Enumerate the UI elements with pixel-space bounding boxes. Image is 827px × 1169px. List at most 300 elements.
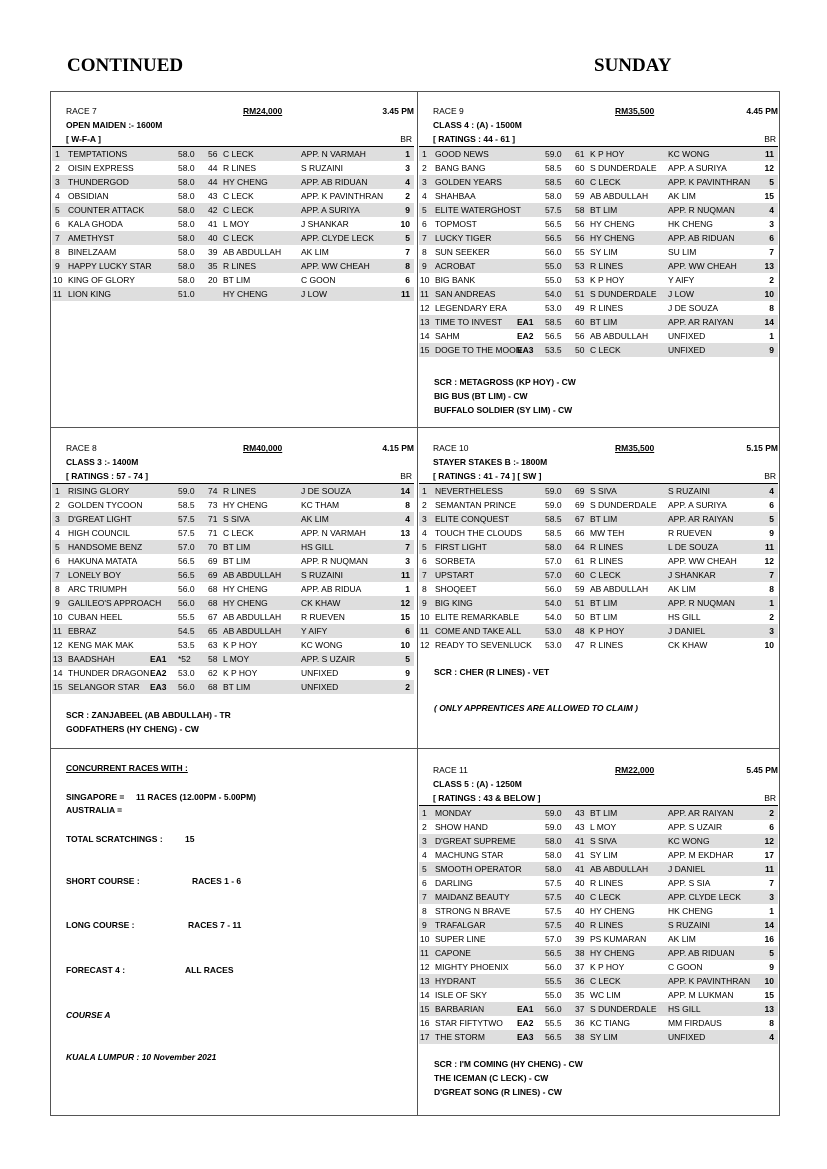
scratchings [52,708,414,736]
jockey: C LECK [590,177,621,187]
horse-name: KENG MAK MAK [68,640,134,650]
barrier: 5 [769,177,774,187]
rating: 37 [575,962,585,972]
trainer: HS GILL [301,542,334,552]
horse-name: TOPMOST [435,219,477,229]
trainer: AK LIM [668,191,696,201]
runner-number: 2 [422,163,427,173]
barrier: 10 [400,219,410,229]
horse-name: SUN SEEKER [435,247,490,257]
barrier: 1 [405,149,410,159]
horse-name: BIG BANK [435,275,476,285]
scratching-line: D'GREAT SONG (R LINES) - CW [434,1087,562,1097]
jockey: C LECK [223,191,254,201]
horse-name: SMOOTH OPERATOR [435,864,522,874]
race-header [52,104,414,118]
barrier: 8 [405,500,410,510]
weight: 54.0 [545,598,562,608]
jockey: R LINES [223,486,257,496]
barrier: 5 [405,233,410,243]
runner-number: 1 [422,808,427,818]
weight: 56.0 [545,962,562,972]
jockey: HY CHENG [590,948,635,958]
jockey: HY CHENG [590,233,635,243]
rating: 63 [208,640,218,650]
ea-tag: EA3 [517,1032,534,1042]
runner-row [419,329,778,343]
trainer: APP. WW CHEAH [668,556,737,566]
horse-name: HAPPY LUCKY STAR [68,261,152,271]
barrier: 5 [769,948,774,958]
barrier: 6 [769,822,774,832]
runner-row [419,820,778,834]
trainer: KC WONG [668,836,710,846]
weight: 53.0 [178,668,195,678]
runner-row [419,624,778,638]
barrier: 9 [769,962,774,972]
rating: 60 [575,177,585,187]
weight: 53.5 [178,640,195,650]
trainer: APP. R NUQMAN [301,556,368,566]
runner-row [419,245,778,259]
horse-name: OBSIDIAN [68,191,109,201]
runner-row [419,932,778,946]
trainer: UNFIXED [301,668,339,678]
runner-row [419,231,778,245]
runner-number: 1 [422,149,427,159]
runner-number: 8 [422,906,427,916]
runner-row [419,848,778,862]
rating: 36 [575,976,585,986]
claim-note: ( ONLY APPRENTICES ARE ALLOWED TO CLAIM ) [434,703,638,713]
weight: 55.0 [545,990,562,1000]
barrier: 3 [405,163,410,173]
runner-row [52,259,414,273]
horse-name: ISLE OF SKY [435,990,487,1000]
runner-row [52,273,414,287]
runner-row [52,484,414,498]
scratching-line: SCR : ZANJABEEL (AB ABDULLAH) - TR [66,710,231,720]
barrier: 6 [405,626,410,636]
barrier: 11 [765,864,774,874]
rating: 69 [208,556,218,566]
weight: 56.0 [178,598,195,608]
horse-name: ARC TRIUMPH [68,584,127,594]
barrier: 6 [405,275,410,285]
weight: 53.0 [545,303,562,313]
barrier: 12 [764,556,774,566]
jockey: K P HOY [590,149,625,159]
race-rating-row [419,469,778,484]
weight: 58.0 [545,191,562,201]
barrier: 14 [400,486,410,496]
rating: 68 [208,598,218,608]
runner-number: 9 [422,920,427,930]
horse-name: D'GREAT LIGHT [68,514,132,524]
trainer: C GOON [668,962,703,972]
trainer: J SHANKAR [301,219,349,229]
weight: 54.0 [545,289,562,299]
barrier: 4 [769,1032,774,1042]
jockey: C LECK [223,149,254,159]
horse-name: SELANGOR STAR [68,682,140,692]
rating: 39 [208,247,218,257]
course-label: COURSE A [66,1010,111,1020]
barrier-header: BR [400,134,412,144]
rating: 40 [208,233,218,243]
barrier: 7 [405,542,410,552]
weight: 58.0 [178,177,195,187]
weight: 58.0 [545,542,562,552]
runner-row [419,806,778,820]
trainer: HK CHENG [668,906,713,916]
runner-number: 7 [55,570,60,580]
race-conditions: CLASS 4 : (A) - 1500M [433,120,522,130]
horse-name: TEMPTATIONS [68,149,128,159]
weight: 56.5 [545,219,562,229]
barrier: 4 [405,177,410,187]
runner-number: 1 [422,486,427,496]
runner-row [419,273,778,287]
weight: 56.5 [545,331,562,341]
weight: 58.0 [178,275,195,285]
barrier: 6 [769,500,774,510]
rating: 58 [575,205,585,215]
runner-row [419,596,778,610]
jockey: R LINES [590,303,624,313]
weight: 58.5 [545,317,562,327]
horse-name: BARBARIAN [435,1004,485,1014]
trainer: APP. M LUKMAN [668,990,734,1000]
trainer: S RUZAINI [301,570,344,580]
barrier-header: BR [400,471,412,481]
horse-name: STAR FIFTYTWO [435,1018,503,1028]
jockey: PS KUMARAN [590,934,647,944]
rating: 56 [575,331,585,341]
race-header [419,763,778,777]
rating: 59 [575,584,585,594]
barrier: 7 [405,247,410,257]
race-time: 5.45 PM [746,765,778,775]
weight: 57.0 [545,556,562,566]
rating: 60 [575,317,585,327]
barrier: 10 [764,289,774,299]
race-prize: RM22,000 [615,765,655,775]
barrier: 4 [405,514,410,524]
runner-number: 4 [55,191,60,201]
rating: 36 [575,1018,585,1028]
race-header [419,441,778,455]
horse-name: GOOD NEWS [435,149,489,159]
runner-number: 11 [53,626,62,636]
race-prize: RM35,500 [615,443,655,453]
runner-number: 12 [420,962,430,972]
weight: 58.5 [178,500,195,510]
trainer: UNFIXED [668,1032,706,1042]
trainer: AK LIM [668,584,696,594]
rating: 39 [575,934,585,944]
weight: 56.0 [545,1004,562,1014]
runner-row [52,680,414,694]
jockey: BT LIM [590,808,618,818]
trainer: MM FIRDAUS [668,1018,722,1028]
weight: 57.5 [545,892,562,902]
weight: 53.0 [545,640,562,650]
trainer: APP. N VARMAH [301,528,366,538]
jockey: HY CHENG [590,906,635,916]
singapore-value: 11 RACES (12.00PM - 5.00PM) [136,792,256,802]
rating: 40 [575,920,585,930]
runner-number: 10 [420,934,430,944]
scratchings-value: 15 [185,834,195,844]
runner-row [52,652,414,666]
short-course-label: SHORT COURSE : [66,876,140,886]
barrier: 8 [405,261,410,271]
jockey: AB ABDULLAH [223,612,282,622]
trainer: UNFIXED [301,682,339,692]
jockey: S DUNDERDALE [590,163,657,173]
barrier: 15 [764,990,774,1000]
horse-name: LEGENDARY ERA [435,303,507,313]
trainer: APP. N VARMAH [301,149,366,159]
barrier: 2 [769,808,774,818]
weight: 51.0 [178,289,195,299]
horse-name: D'GREAT SUPREME [435,836,516,846]
jockey: R LINES [590,878,624,888]
rating: 43 [208,191,218,201]
barrier: 9 [405,205,410,215]
runner-number: 5 [422,205,427,215]
scratching-line: SCR : I'M COMING (HY CHENG) - CW [434,1059,583,1069]
trainer: APP. K PAVINTHRAN [668,177,751,187]
row-divider-1 [50,427,780,428]
runner-number: 8 [422,584,427,594]
horse-name: SEMANTAN PRINCE [435,500,517,510]
runner-number: 4 [422,528,427,538]
jockey: BT LIM [590,612,618,622]
weight: 56.0 [545,247,562,257]
runner-row [419,946,778,960]
race-rating-row [419,791,778,806]
weight: 56.0 [178,682,195,692]
runner-row [419,540,778,554]
trainer: HS GILL [668,1004,701,1014]
jockey: AB ABDULLAH [590,331,649,341]
page-heading-left: CONTINUED [67,55,184,76]
jockey: BT LIM [223,556,251,566]
runner-number: 10 [420,612,430,622]
scratching-line: GODFATHERS (HY CHENG) - CW [66,724,199,734]
weight: 59.0 [178,486,195,496]
trainer: R RUEVEN [668,528,712,538]
barrier: 11 [401,289,410,299]
barrier: 13 [400,528,410,538]
barrier: 2 [405,682,410,692]
horse-name: COUNTER ATTACK [68,205,145,215]
weight: 55.5 [545,976,562,986]
barrier: 12 [400,598,410,608]
jockey: SY LIM [590,850,618,860]
runner-number: 2 [55,500,60,510]
trainer: APP. AR RAIYAN [668,317,734,327]
jockey: BT LIM [590,514,618,524]
horse-name: DARLING [435,878,473,888]
runner-row [419,161,778,175]
rating: 60 [575,570,585,580]
horse-name: NEVERTHELESS [435,486,503,496]
rating: 38 [575,948,585,958]
trainer: APP. K PAVINTHRAN [301,191,384,201]
runner-row [52,596,414,610]
runner-row [419,301,778,315]
trainer: APP. A SURIYA [668,500,727,510]
horse-name: EBRAZ [68,626,97,636]
runner-number: 1 [55,149,60,159]
trainer: KC WONG [301,640,343,650]
short-course-value: RACES 1 - 6 [192,876,242,886]
runner-row [52,245,414,259]
rating: 66 [575,528,585,538]
weight: 58.0 [178,149,195,159]
runner-number: 14 [420,990,430,1000]
weight: *52 [178,654,191,664]
race-rating: [ RATINGS : 41 - 74 ] [ SW ] [433,471,542,481]
jockey: R LINES [590,261,624,271]
rating: 43 [575,808,585,818]
race-rating: [ W-F-A ] [66,134,101,144]
barrier: 2 [769,612,774,622]
rating: 68 [208,584,218,594]
jockey: C LECK [590,570,621,580]
horse-name: ELITE WATERGHOST [435,205,521,215]
trainer: APP. CLYDE LECK [301,233,374,243]
weight: 57.5 [545,906,562,916]
weight: 57.5 [545,878,562,888]
weight: 57.0 [545,934,562,944]
trainer: SU LIM [668,247,697,257]
trainer: Y AIFY [301,626,328,636]
race-conditions: OPEN MAIDEN :- 1600M [66,120,163,130]
race-block-r11 [419,763,778,1099]
horse-name: OISIN EXPRESS [68,163,134,173]
rating: 53 [575,275,585,285]
runner-number: 7 [422,570,427,580]
runner-number: 2 [422,500,427,510]
race-prize: RM24,000 [243,106,283,116]
runner-number: 4 [422,850,427,860]
barrier: 3 [769,892,774,902]
rating: 47 [575,640,585,650]
runner-number: 2 [422,822,427,832]
trainer: J DANIEL [668,626,706,636]
runner-number: 7 [422,892,427,902]
runner-number: 1 [55,486,60,496]
trainer: APP. AB RIDUA [301,584,362,594]
race-conditions: STAYER STAKES B :- 1800M [433,457,548,467]
trainer: APP. WW CHEAH [668,261,737,271]
jockey: K P HOY [223,640,258,650]
runner-number: 14 [53,668,63,678]
horse-name: BINELZAAM [68,247,117,257]
runner-row [52,554,414,568]
rating: 60 [575,163,585,173]
barrier: 1 [405,584,410,594]
weight: 58.5 [545,163,562,173]
trainer: KC THAM [301,500,340,510]
weight: 53.0 [545,626,562,636]
trainer: UNFIXED [668,331,706,341]
runner-number: 9 [422,598,427,608]
weight: 59.0 [545,822,562,832]
rating: 44 [208,177,218,187]
rating: 41 [208,219,218,229]
weight: 58.0 [545,836,562,846]
runner-number: 3 [55,514,60,524]
runner-number: 4 [55,528,60,538]
rating: 70 [208,542,218,552]
horse-name: STRONG N BRAVE [435,906,511,916]
weight: 57.5 [178,514,195,524]
jockey: K P HOY [590,275,625,285]
barrier: 10 [400,640,410,650]
rating: 58 [208,654,218,664]
trainer: J SHANKAR [668,570,716,580]
trainer: J LOW [668,289,694,299]
barrier: 11 [765,149,774,159]
runner-number: 5 [55,205,60,215]
weight: 58.0 [178,163,195,173]
horse-name: BAADSHAH [68,654,115,664]
horse-name: MIGHTY PHOENIX [435,962,509,972]
race-block-r8 [52,441,414,736]
rating: 37 [575,1004,585,1014]
ea-tag: EA1 [517,317,534,327]
weight: 58.0 [545,864,562,874]
rating: 68 [208,682,218,692]
weight: 58.5 [545,528,562,538]
jockey: WC LIM [590,990,621,1000]
jockey: KC TIANG [590,1018,630,1028]
race-block-r10 [419,441,778,715]
trainer: CK KHAW [668,640,708,650]
runner-row [419,1030,778,1044]
horse-name: LUCKY TIGER [435,233,492,243]
barrier-header: BR [764,134,776,144]
runner-number: 10 [53,612,63,622]
jockey: R LINES [223,261,257,271]
rating: 59 [575,191,585,201]
runner-row [419,287,778,301]
runner-row [52,217,414,231]
horse-name: HAKUNA MATATA [68,556,138,566]
weight: 56.0 [545,584,562,594]
horse-name: SAHM [435,331,460,341]
race-block-r9 [419,104,778,417]
barrier: 3 [769,219,774,229]
rating: 71 [208,514,218,524]
jockey: R LINES [590,542,624,552]
runner-number: 4 [422,191,427,201]
weight: 59.0 [545,808,562,818]
runner-row [419,988,778,1002]
singapore-label: SINGAPORE = [66,792,125,802]
barrier: 12 [764,163,774,173]
weight: 59.0 [545,486,562,496]
race-rating-row [52,469,414,484]
runner-row [52,568,414,582]
runner-row [419,189,778,203]
rating: 62 [208,668,218,678]
